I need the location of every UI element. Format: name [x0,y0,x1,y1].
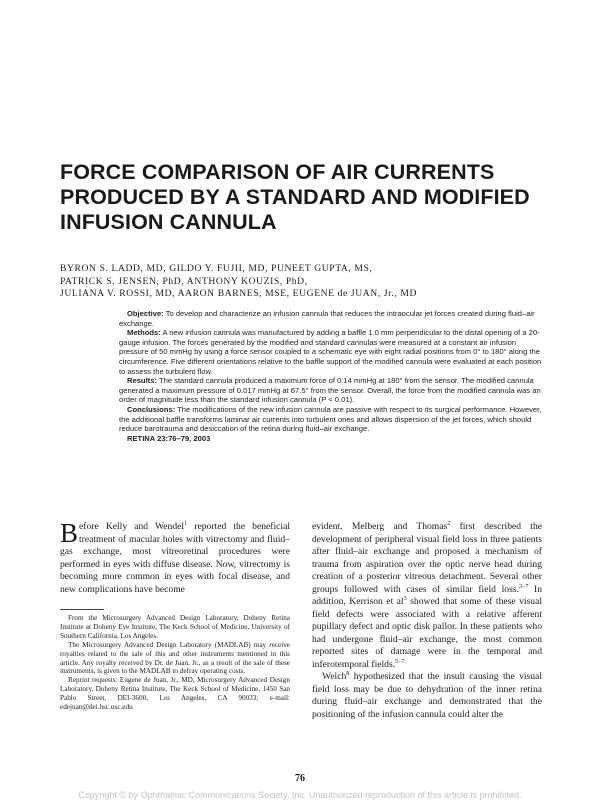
author-line-3: JULIANA V. ROSSI, MD, AARON BARNES, MSE, EUGENE de JUAN, Jr., MD [60,288,418,300]
author-list [60,263,560,301]
methods-label: Methods: [127,328,161,338]
page-number: 76 [295,773,305,784]
body-paragraph: Welch$^8$ hypothesized that the insult causing the visual field loss may be due to dehydration of the inner retina during fluid–air exchange and demonstrated that the positioning of the infusion cannula could alter the [312,669,542,720]
body-paragraph: evident. Melberg and Thomas$^2$ first described the development of peripheral visual field loss in three patients after fluid–air exchange and proposed a mechanism of trauma from aspiration over the optic nerve head during creation of a posterior vitreous detachment. Several other groups followed with cases of similar field loss.$^{3-7}$ In addition, Kerrison et $al^3$ showed that some of these visual field defects were associated with a relative afferent pupillary defect and optic disk pallor. In these patients who had undergone fluid–air exchange, the most common reported sites of damage were in the temporal and inferotemporal fields.$^{5-7}$ [312,519,543,670]
abstract [119,309,543,443]
author-line-1: BYRON S. LADD, MD, GILDO Y. FUJII, MD, PUNEET GUPTA, MS, [60,263,373,274]
abstract-results [119,376,543,405]
results-text: The standard cannula produced a maximum force of 0.14 mmHg at 180° from the sensor. The modified cannula generated a maximum pressure of 0.017 mmHg at 67.5° from the sensor. Overall, the force from the modified cannula was an order of magnitude less than the standard infusion cannula (P < 0.01). [119,376,541,405]
results-label: Results: [127,376,157,386]
footnotes [60,614,290,712]
article-title: FORCE COMPARISON OF AIR CURRENTS PRODUCED BY A STANDARD AND MODIFIED INFUSION CANNULA [60,160,530,234]
abstract-journal-ref [119,434,543,444]
objective-text: To develop and characterize an infusion cannula that reduces the intraocular jet forces created during fluid–air exchange. [119,309,535,328]
footnote-reprint: Reprint requests: Eugene de Juan, Jr., MD, Microsurgery Advanced Design Laboratory, Doheny Retina Institute, The Keck School of Medicine, 1450 San Pablo Street, DEI-3600, Los Angeles, CA 90033; e-mail: edejuan@dei.hsc.usc.edu [60,676,290,712]
drop-cap: B [60,518,79,548]
journal-reference: RETINA 23:76–79, 2003 [127,433,211,443]
conclusions-label: Conclusions: [127,404,176,414]
body-column-left [60,518,291,596]
author-line-2: PATRICK S. JENSEN, PhD, ANTHONY KOUZIS, PhD, [60,275,308,287]
footnote-disclosure: The Microsurgery Advanced Design Laboratory (MADLAB) may receive royalties related to the sale of this and other instruments mentioned in this article. Any royalty received by Dr. de Juan, Jr., as a result of the sale of these instruments, is given to the MADLAB to defray operating costs. [60,640,290,676]
objective-label: Objective: [127,309,164,318]
abstract-methods [119,328,543,376]
footnote-affiliation: From the Microsurgery Advanced Design Laboratory, Doheny Retina Institute at Doheny Eye Institute, The Keck School of Medicine, University of Southern California, Los Angeles. [60,614,290,640]
footnote-divider [60,609,104,610]
copyright-notice: Copyright © by Ophthalmic Communications Society, Inc. Unauthorized reproduction of this article is prohibited. [78,790,522,800]
methods-text: A new infusion cannula was manufactured by adding a baffle 1.0 mm perpendicular to the distal opening of a 20-gauge infusion. The forces generated by the modified and standard cannulas were measured at a constant air infusion pressure of 50 mmHg by using a force sensor coupled to a schematic eye with eight radial positions from 0° to 180° along the circumference. Five different orientations relative to the baffle support of the modified cannula were evaluated at each position to assess the turbulent flow. [119,328,542,376]
abstract-objective [119,309,543,328]
body-column-right [312,521,542,721]
conclusions-text: The modifications of the new infusion cannula are passive with respect to its surgical performance. However, the additional baffle transforms laminar air currents into turbulent ones and allows dispersion of the jet forces, which should reduce barotrauma and desiccation of the retina during fluid–air exchange. [119,404,542,434]
body-paragraph: Before Kelly and Wendel$^1$ reported the beneficial treatment of macular holes with vitrectomy and fluid–gas exchange, most vitreoretinal procedures were performed in eyes with diffuse disease. Now, vitrectomy is becoming more common in eyes with focal disease, and new complications have become [60,518,291,595]
abstract-conclusions [119,405,543,434]
